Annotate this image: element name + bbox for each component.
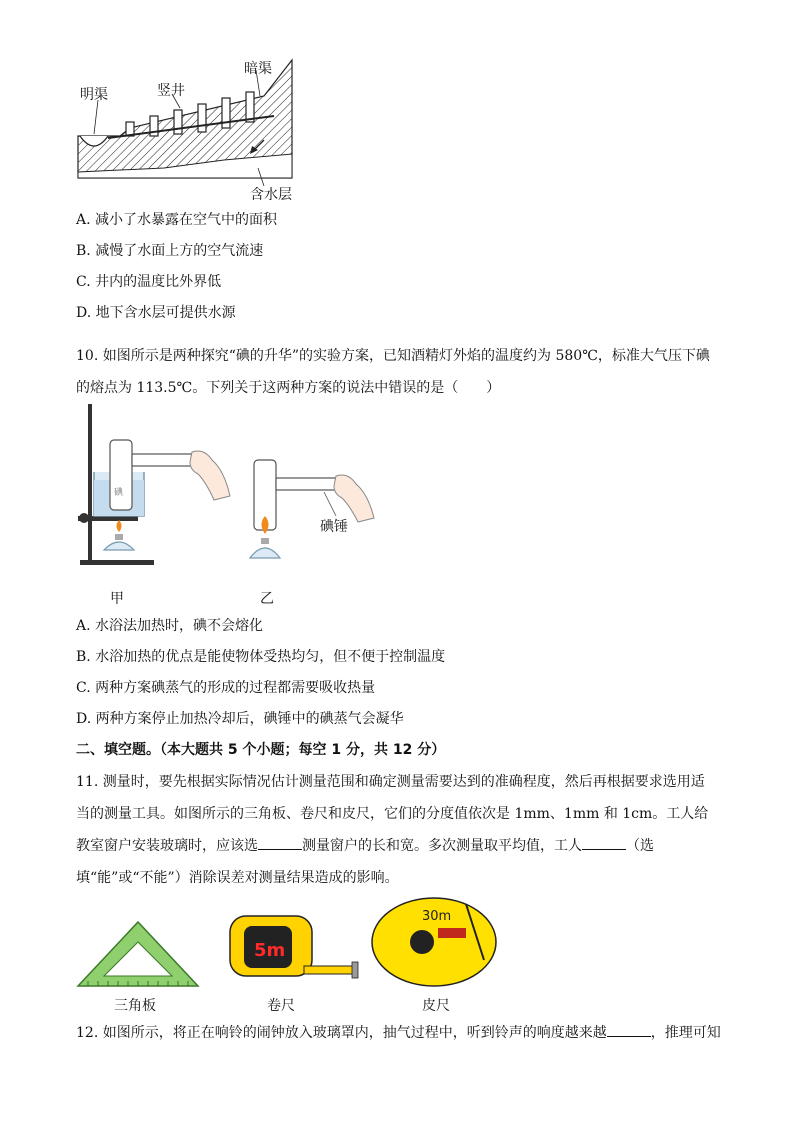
q11-part1: 11. 测量时，要先根据实际情况估计测量范围和确定测量需要达到的准确程度，然后再根据要求选用适当的测量工具。如图所示的三角板、卷尺和皮尺，它们的分度值依次是 1mm、1mm 和 1cm。工人给教室窗户安装玻璃时，应该选 [76,774,709,854]
q11-blank-2[interactable] [582,835,626,850]
q9-option-b: B. 减慢了水面上方的空气流速 [76,243,264,259]
q12-text [76,1022,721,1043]
q11-part2: 测量窗户的长和宽。多次测量取平均值，工人 [302,838,582,854]
q11-blank-1[interactable] [258,835,302,850]
reel-tape-icon [372,898,496,986]
label-open-channel: 明渠 [80,87,108,103]
q10-option-c: C. 两种方案碘蒸气的形成的过程都需要吸收热量 [76,680,376,696]
section-2-title: 二、填空题。（本大题共 5 个小题；每空 1 分，共 12 分） [76,742,446,758]
q10-option-a: A. 水浴法加热时，碘不会熔化 [76,618,264,634]
q9-option-d: D. 地下含水层可提供水源 [76,305,236,321]
label-shaft: 竖井 [157,83,185,99]
q10-option-d: D. 两种方案停止加热冷却后，碘锤中的碘蒸气会凝华 [76,711,404,727]
iodine-experiment-figure [74,400,384,575]
triangle-ruler-icon [78,922,198,986]
q9-option-a: A. 减小了水暴露在空气中的面积 [76,212,278,228]
q12-blank-1[interactable] [607,1022,651,1037]
caption-reel: 皮尺 [422,998,450,1014]
label-yi: 乙 [260,591,274,607]
svg-text:碘: 碘 [114,488,124,498]
q11-text [76,766,716,894]
q10-option-b: B. 水浴加热的优点是能使物体受热均匀，但不便于控制温度 [76,649,446,665]
label-jia: 甲 [110,591,124,607]
reel-label: 30m [422,909,452,924]
q10-stem: 10. 如图所示是两种探究“碘的升华”的实验方案，已知酒精灯外焰的温度约为 580℃，标准大气压下碘的熔点为 113.5℃。下列关于这两种方案的说法中错误的是（ ） [76,348,710,396]
caption-tape: 卷尺 [267,998,295,1014]
q12-part2: ，推理可知 [650,1025,721,1041]
q12-part1: 12. 如图所示，将正在响铃的闹钟放入玻璃罩内，抽气过程中，听到铃声的响度越来越 [76,1025,607,1041]
measuring-tools-figure [74,890,504,990]
q9-option-c: C. 井内的温度比外界低 [76,274,222,290]
label-hidden-channel: 暗渠 [244,61,272,77]
q11-part3: （选填“能”或“不能”）消除误差对测量结果造成的影响。 [76,838,654,886]
tape-label: 5m [254,940,286,961]
caption-triangle: 三角板 [114,998,156,1014]
label-iodine-tube: 碘锤 [320,519,348,535]
label-aquifer: 含水层 [250,187,292,203]
tape-measure-icon [230,916,358,978]
